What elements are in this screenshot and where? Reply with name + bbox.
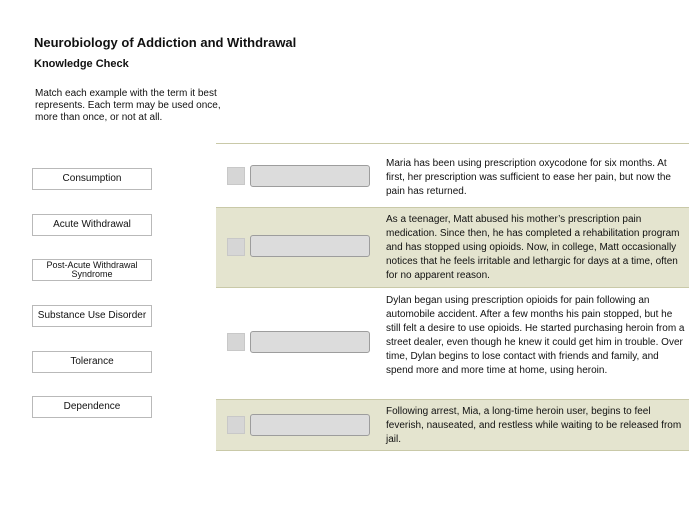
example-text: Following arrest, Mia, a long-time heroin user, begins to feel feverish, nauseated, and restless while waiting to be released from jail. bbox=[386, 406, 682, 445]
term-dependence[interactable]: Dependence bbox=[32, 396, 152, 418]
match-row bbox=[216, 287, 689, 399]
instructions-text: Match each example with the term it best represents. Each term may be used once, more than once, or not at all. bbox=[35, 88, 221, 123]
example-text: Maria has been using prescription oxycodone for six months. At first, her prescription was sufficient to ease her pain, but now the pain has returned. bbox=[386, 158, 671, 197]
answer-status-box bbox=[227, 238, 245, 256]
match-row bbox=[216, 143, 689, 207]
term-consumption[interactable]: Consumption bbox=[32, 168, 152, 190]
drop-target[interactable] bbox=[250, 235, 370, 257]
term-acute-withdrawal[interactable]: Acute Withdrawal bbox=[32, 214, 152, 236]
drop-target[interactable] bbox=[250, 331, 370, 353]
example-text: As a teenager, Matt abused his mother’s prescription pain medication. Since then, he has completed a rehabilitation program and has stopped using opioids. Now, in college, Matt occasionally notices that he feels irritable and lethargic for days at a time, often for no apparent reason. bbox=[386, 214, 680, 281]
term-tolerance[interactable]: Tolerance bbox=[32, 351, 152, 373]
example-text: Dylan began using prescription opioids for pain following an automobile accident. After a few months his pain stopped, but he still felt a desire to use opioids. He started purchasing heroin from a street dealer, even though he knew it could get him in trouble. Over time, Dylan begins to lose contact with friends and family, and spend more and more time at home, using heroin. bbox=[386, 295, 685, 376]
term-substance-use-disorder[interactable]: Substance Use Disorder bbox=[32, 305, 152, 327]
answer-status-box bbox=[227, 416, 245, 434]
match-row bbox=[216, 399, 689, 451]
answer-status-box bbox=[227, 167, 245, 185]
match-row bbox=[216, 207, 689, 287]
drop-target[interactable] bbox=[250, 414, 370, 436]
answer-status-box bbox=[227, 333, 245, 351]
term-post-acute-withdrawal-syndrome[interactable]: Post-Acute Withdrawal Syndrome bbox=[32, 259, 152, 281]
matching-rows bbox=[216, 143, 689, 451]
drop-target[interactable] bbox=[250, 165, 370, 187]
page-title: Neurobiology of Addiction and Withdrawal bbox=[34, 35, 297, 50]
section-subtitle: Knowledge Check bbox=[34, 58, 129, 70]
